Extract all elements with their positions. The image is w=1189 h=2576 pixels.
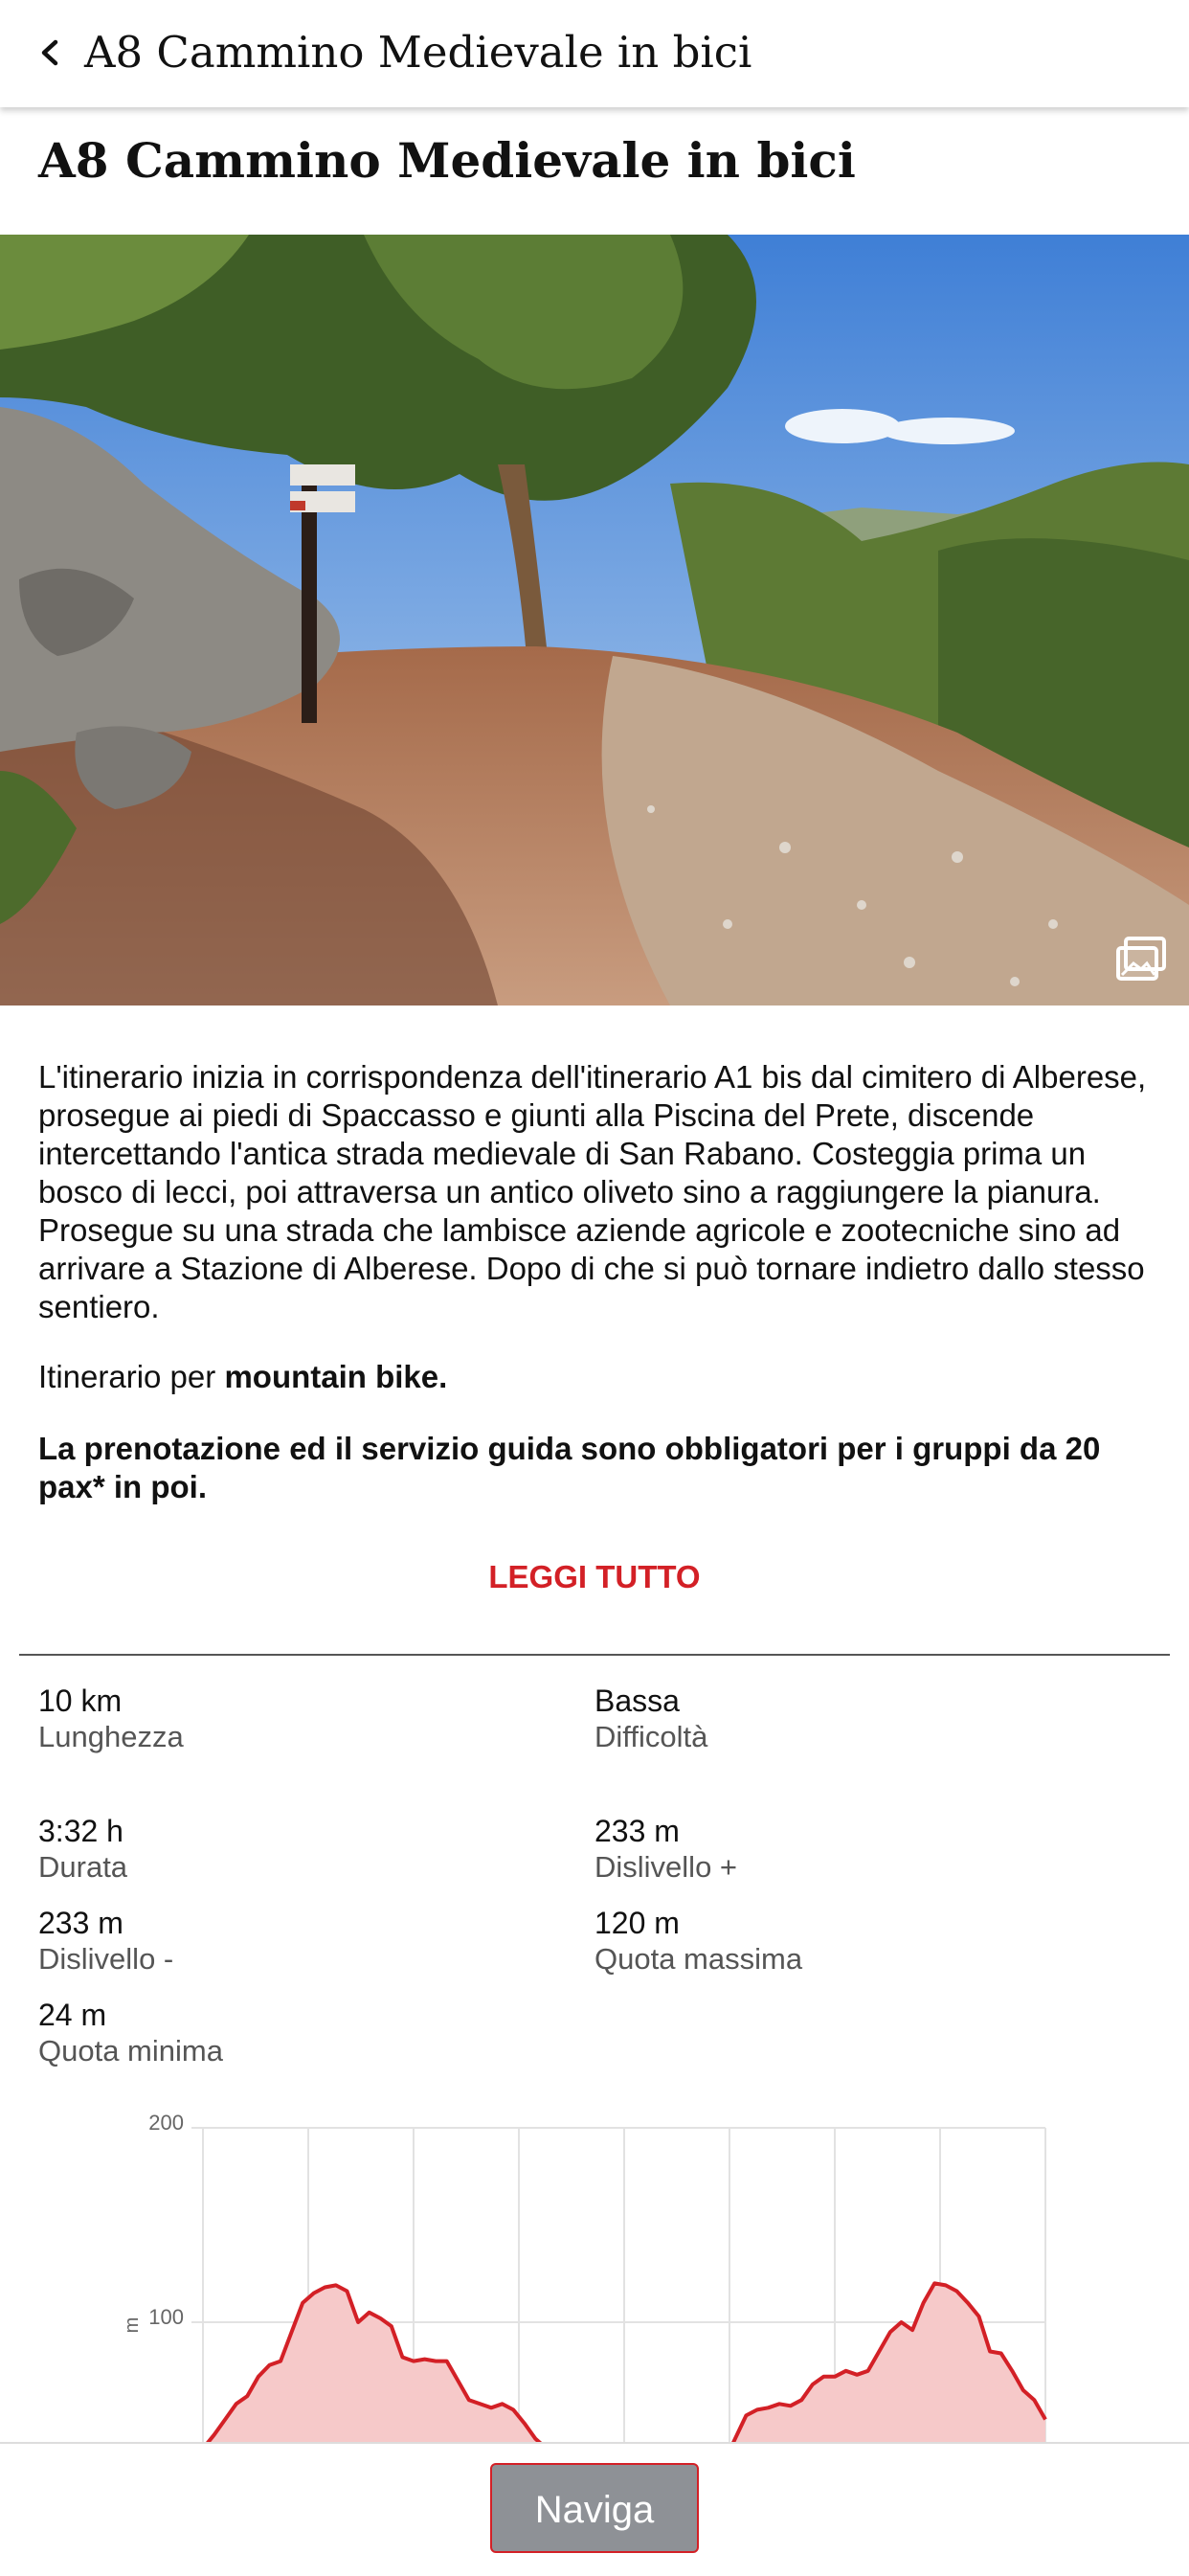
stat-length-label: Lunghezza: [38, 1720, 184, 1753]
stat-max-altitude: [594, 1905, 802, 1977]
stat-ascent-label: Dislivello +: [594, 1850, 738, 1884]
stat-difficulty-label: Difficoltà: [594, 1720, 708, 1753]
read-more-button[interactable]: LEGGI TUTTO: [488, 1559, 701, 1594]
trail-photo[interactable]: [0, 235, 1189, 1006]
y-axis-label: m: [122, 2316, 143, 2334]
app-bar: [0, 0, 1189, 107]
stat-min-altitude-label: Quota minima: [38, 2034, 223, 2068]
divider: [19, 1654, 1170, 1656]
image-gallery-icon[interactable]: [1116, 937, 1166, 981]
stat-ascent-value: 233 m: [594, 1814, 680, 1848]
stat-descent-value: 233 m: [38, 1906, 123, 1940]
y-tick-100: 100: [148, 2305, 184, 2329]
bike-type-bold: mountain bike.: [224, 1359, 448, 1394]
stat-length-value: 10 km: [38, 1683, 123, 1718]
stat-ascent: [594, 1813, 737, 1886]
page-title: A8 Cammino Medievale in bici: [38, 132, 856, 189]
stat-descent: [38, 1905, 173, 1977]
stat-min-altitude-value: 24 m: [38, 1998, 107, 2032]
navigate-button[interactable]: Naviga: [490, 2463, 699, 2553]
elevation-chart: [0, 2107, 1189, 2442]
stat-difficulty-value: Bassa: [594, 1683, 680, 1718]
stat-duration: [38, 1813, 127, 1886]
bike-type-prefix: Itinerario per: [38, 1359, 225, 1394]
bike-type-text: [38, 1358, 447, 1396]
y-tick-200: 200: [148, 2111, 184, 2135]
app-bar-title: A8 Cammino Medievale in bici: [84, 27, 752, 78]
description-text: L'itinerario inizia in corrispondenza dell'itinerario A1 bis dal cimitero di Alberese, prosegue ai piedi di Spaccasso e giunti alla Piscina del Prete, discende intercettando l'antica strada medievale di San Rabano. Costeggia prima un bosco di lecci, poi attraversa un antico oliveto sino a raggiungere la pianura. Prosegue su una strada che lambisce aziende agricole e zootecniche sino ad arrivare a Stazione di Alberese. Dopo di che si può tornare indietro dallo stesso sentiero.: [38, 1059, 1147, 1324]
stat-length: [38, 1683, 184, 1755]
booking-notice: La prenotazione ed il servizio guida sono obbligatori per i gruppi da 20 pax* in poi.: [38, 1431, 1101, 1504]
stat-max-altitude-label: Quota massima: [594, 1942, 803, 1976]
stat-min-altitude: [38, 1997, 223, 2069]
stat-max-altitude-value: 120 m: [594, 1906, 680, 1940]
stat-duration-label: Durata: [38, 1850, 128, 1884]
stat-duration-value: 3:32 h: [38, 1814, 123, 1848]
stat-descent-label: Dislivello -: [38, 1942, 174, 1976]
chevron-left-icon[interactable]: [27, 29, 75, 77]
stat-difficulty: [594, 1683, 707, 1755]
